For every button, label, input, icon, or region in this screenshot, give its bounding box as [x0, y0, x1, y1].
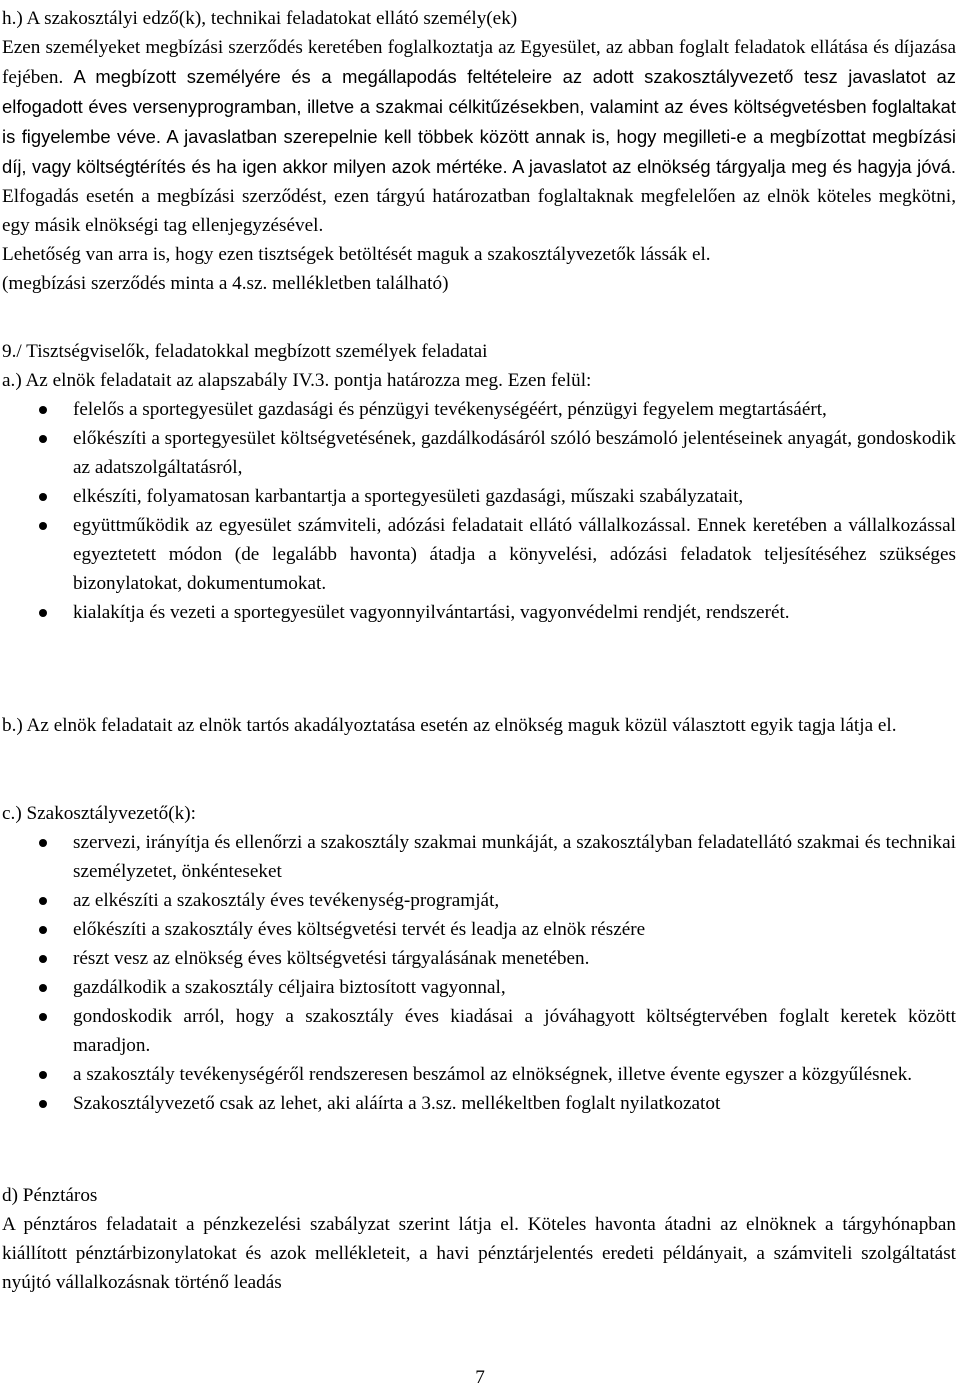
bullet-icon [39, 493, 47, 501]
bullet-icon [39, 435, 47, 443]
list-item: részt vesz az elnökség éves költségvetési tárgyalásának menetében. [2, 944, 956, 973]
section-h-heading: h.) A szakosztályi edző(k), technikai feladatokat ellátó személy(ek) [2, 8, 518, 29]
list-item: gazdálkodik a szakosztály céljaira biztosított vagyonnal, [2, 973, 956, 1002]
section-c-list [2, 828, 956, 1118]
bullet-icon [39, 406, 47, 414]
bullet-icon [39, 984, 47, 992]
bullet-icon [39, 926, 47, 934]
section-h-line-3: (megbízási szerződés minta a 4.sz. mellékletben található) [2, 273, 449, 294]
page-number: 7 [475, 1367, 485, 1388]
list-item: szervezi, irányítja és ellenőrzi a szakosztály szakmai munkáját, a szakosztályban feladatellátó szakmai és technikai személyzetet, önkénteseket [2, 828, 956, 886]
section-9-title: 9./ Tisztségviselők, feladatokkal megbízott személyek feladatai [2, 341, 488, 362]
list-item: előkészíti a sportegyesület költségvetésének, gazdálkodásáról szóló beszámoló jelentéseinek anyagát, gondoskodik az adatszolgáltatásról, [2, 424, 956, 482]
section-a-heading: a.) Az elnök feladatait az alapszabály IV.3. pontja határozza meg. Ezen felül: [2, 370, 592, 391]
list-item: Szakosztályvezető csak az lehet, aki aláírta a 3.sz. mellékeltben foglalt nyilatkozatot [2, 1089, 956, 1118]
section-d [2, 1181, 956, 1297]
list-item: felelős a sportegyesület gazdasági és pénzügyi tevékenységéért, pénzügyi fegyelem megtartásáért, [2, 395, 956, 424]
list-item: a szakosztály tevékenységéről rendszeresen beszámol az elnökségnek, illetve évente egyszer a közgyűlésnek. [2, 1060, 956, 1089]
section-d-heading: d) Pénztáros [2, 1185, 98, 1206]
section-9 [2, 337, 956, 627]
section-a-list [2, 395, 956, 627]
section-h-text-1: Ezen személyeket megbízási szerződés keretében foglalkoztatja az Egyesület, az abban foglalt feladatok ellátása és díjazása fejében. [2, 37, 956, 88]
section-c-heading: c.) Szakosztályvezető(k): [2, 803, 196, 824]
list-item: elkészíti, folyamatosan karbantartja a sportegyesületi gazdasági, műszaki szabályzatait, [2, 482, 956, 511]
bullet-icon [39, 1100, 47, 1108]
section-d-paragraph: A pénztáros feladatait a pénzkezelési szabályzat szerint látja el. Köteles havonta átadni az elnöknek a tárgyhónapban kiállított pénztárbizonylatokat és azok mellékleteit, a havi pénztárjelentés eredeti példányait, a számviteli szolgáltatást nyújtó vállalkozásnak történő leadás [2, 1214, 956, 1293]
bullet-icon [39, 839, 47, 847]
bullet-icon [39, 897, 47, 905]
list-item: előkészíti a szakosztály éves költségvetési tervét és leadja az elnök részére [2, 915, 956, 944]
section-b: b.) Az elnök feladatait az elnök tartós akadályoztatása esetén az elnökség maguk közül választott egyik tagja látja el. [2, 715, 897, 736]
list-item: az elkészíti a szakosztály éves tevékenység-programját, [2, 886, 956, 915]
section-c [2, 799, 956, 1118]
list-item: kialakítja és vezeti a sportegyesület vagyonnyilvántartási, vagyonvédelmi rendjét, rendszerét. [2, 598, 956, 627]
bullet-icon [39, 609, 47, 617]
list-item: gondoskodik arról, hogy a szakosztály éves kiadásai a jóváhagyott költségtervében foglalt keretek között maradjon. [2, 1002, 956, 1060]
section-h-paragraph [2, 33, 956, 240]
bullet-icon [39, 955, 47, 963]
bullet-icon [39, 1071, 47, 1079]
section-h [2, 4, 956, 298]
list-item: együttműködik az egyesület számviteli, adózási feladatait ellátó vállalkozással. Ennek keretében a vállalkozással egyeztetett módon (de legalább havonta) átadja a könyvelési, adózási feladatok teljesítéséhez szükséges bizonylatokat, dokumentumokat. [2, 511, 956, 598]
bullet-icon [39, 1013, 47, 1021]
section-h-line-2: Lehetőség van arra is, hogy ezen tisztségek betöltését maguk a szakosztályvezetők lássák el. [2, 244, 711, 265]
section-h-text-3: Elfogadás esetén a megbízási szerződést, ezen tárgyú határozatban foglaltaknak megfelelően az elnök köteles megkötni, egy másik elnökségi tag ellenjegyzésével. [2, 186, 956, 236]
section-h-text-2: A megbízott személyére és a megállapodás feltételeire az adott szakosztályvezető tesz javaslatot az elfogadott éves versenyprogramban, illetve a szakmai célkitűzésekben, valamint az éves költségvetésben foglaltakat is figyelembe véve. A javaslatban szerepelnie kell többek között annak is, hogy megilleti-e a megbízottat megbízási díj, vagy költségtérítés és ha igen akkor milyen azok mértéke. A javaslatot az elnökség tárgyalja meg és hagyja jóvá. [2, 66, 956, 177]
bullet-icon [39, 522, 47, 530]
